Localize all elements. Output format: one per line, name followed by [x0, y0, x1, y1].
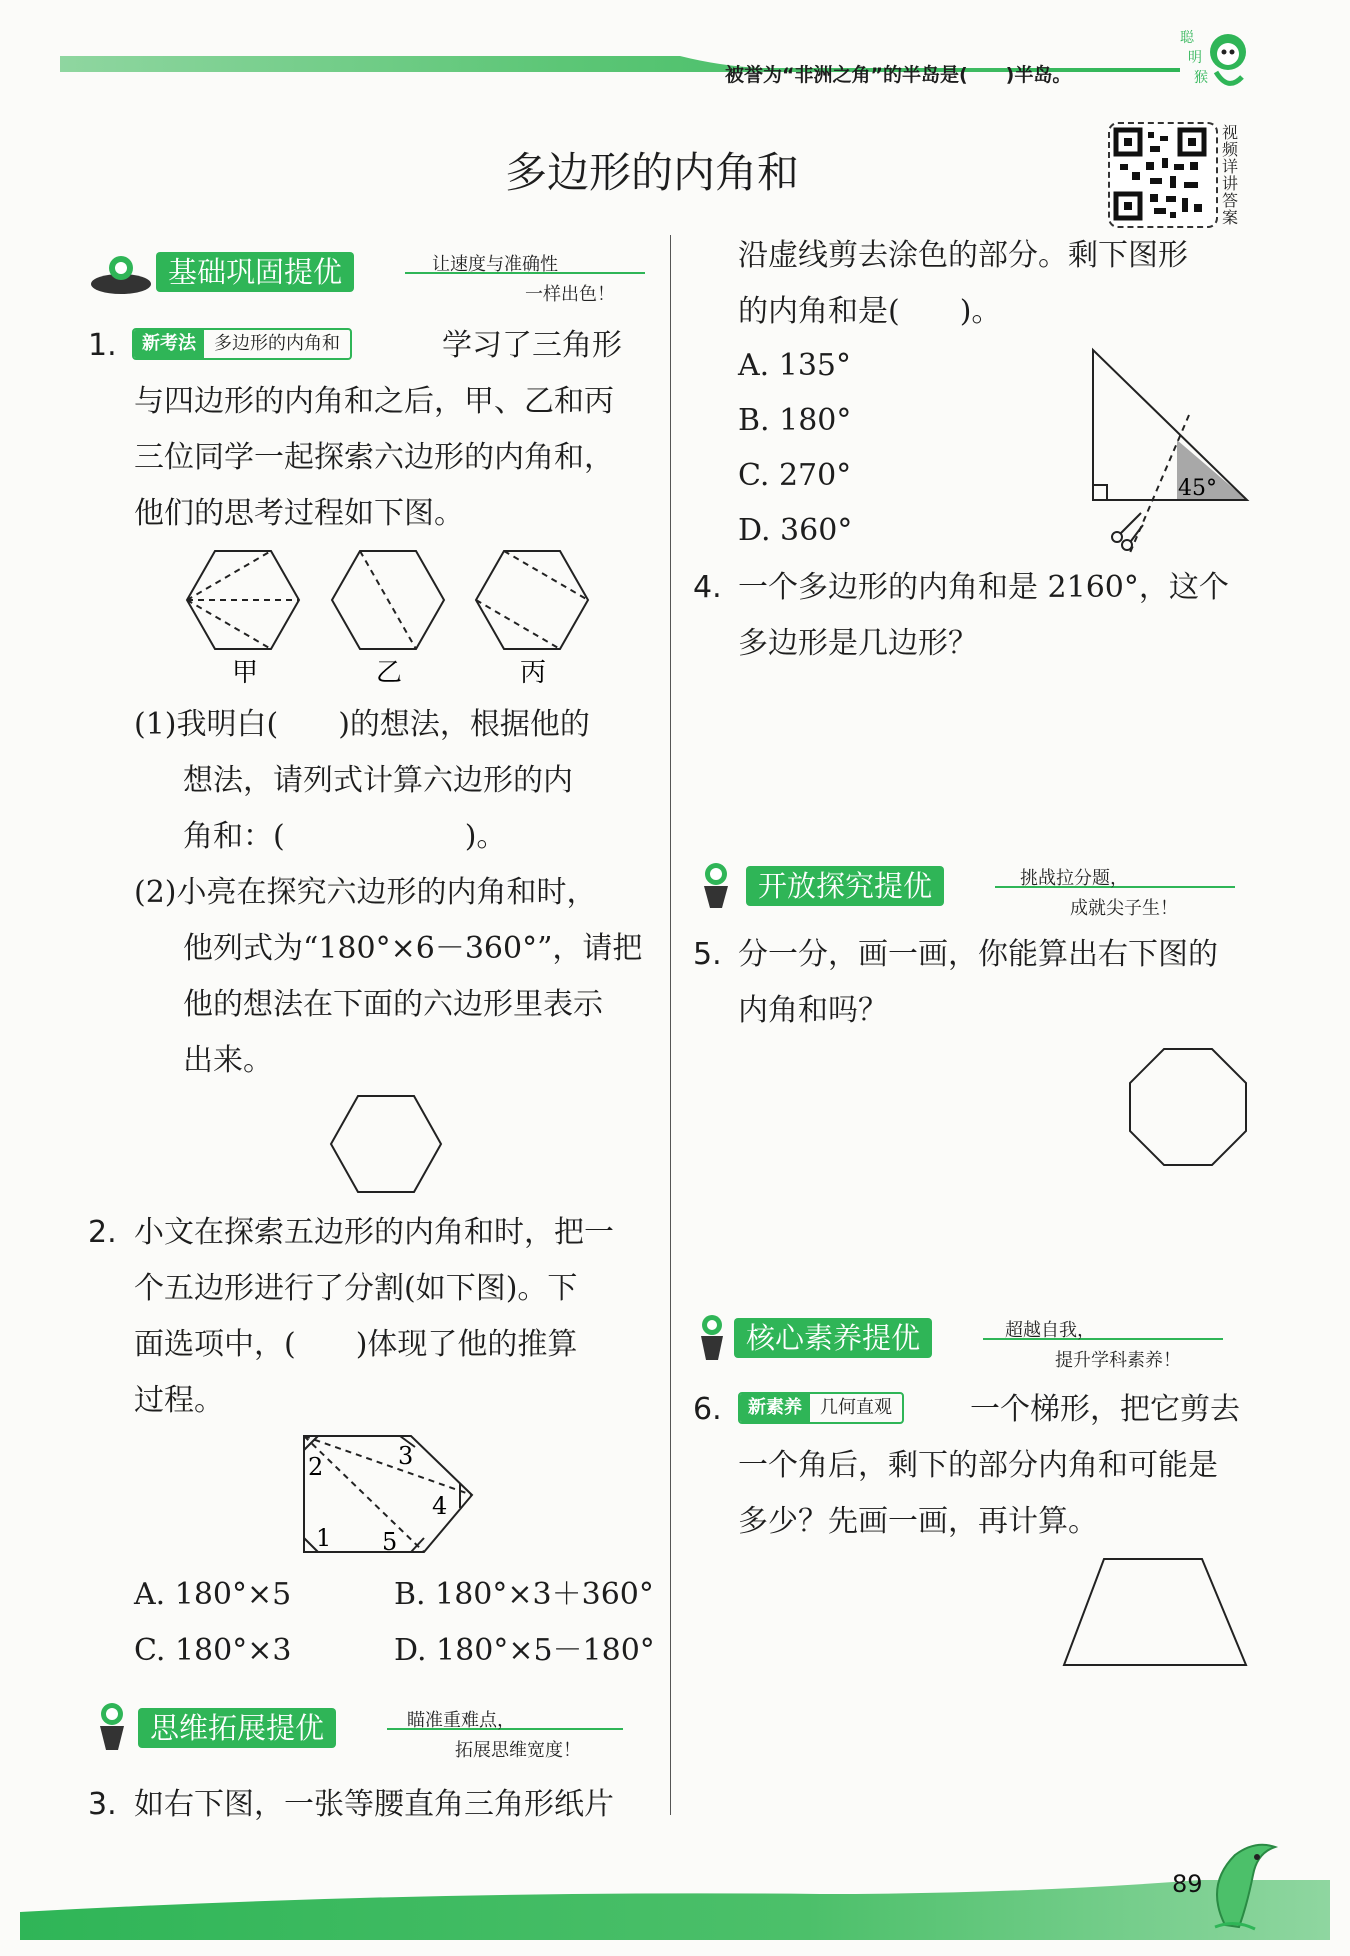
- mascot-text-2: 明: [1188, 50, 1202, 66]
- q6-trapezoid-figure[interactable]: [1060, 1555, 1250, 1670]
- q1-sub1-line-3: 角和：( )。: [183, 819, 507, 854]
- q1-sub1-line-2: 想法，请列式计算六边形的内: [183, 763, 573, 798]
- q2-option-a[interactable]: A. 180°×5: [134, 1577, 292, 1612]
- q3-number: 3.: [88, 1787, 117, 1822]
- page-title: 多边形的内角和: [505, 148, 800, 197]
- q2-option-d[interactable]: D. 180°×5－180°: [394, 1633, 655, 1668]
- section-hint-basic-1: 让速度与准确性: [432, 254, 558, 275]
- q1-tag-value: 多边形的内角和: [214, 333, 340, 354]
- q1-sub2-line-1: (2)小亮在探究六边形的内角和时，: [134, 875, 597, 910]
- mascot-text-1: 聪: [1180, 30, 1194, 46]
- q6-tag-key: 新素养: [740, 1394, 810, 1422]
- q5-octagon-figure[interactable]: [1126, 1045, 1250, 1169]
- q1-line-1: 学习了三角形: [442, 328, 622, 363]
- thinking-mascot-icon: [90, 1700, 136, 1756]
- section-hint-core-1: 超越自我，: [1005, 1320, 1095, 1341]
- q2-line-2: 个五边形进行了分割(如下图)。下: [134, 1271, 578, 1306]
- student-mascot-icon: [88, 250, 154, 302]
- section-hint-thinking-1: 瞄准重难点，: [407, 1710, 515, 1731]
- column-divider: [670, 235, 671, 1815]
- q4-line-1: 一个多边形的内角和是 2160°，这个: [738, 570, 1229, 605]
- q2-number: 2.: [88, 1215, 117, 1250]
- q5-line-2: 内角和吗？: [738, 993, 888, 1028]
- q1-line-4: 他们的思考过程如下图。: [134, 496, 464, 531]
- q4-line-2: 多边形是几边形？: [738, 626, 978, 661]
- section-hint-open-2: 成就尖子生！: [1070, 898, 1178, 919]
- footer-band: [20, 1860, 1330, 1940]
- pentagon-label-3: 3: [398, 1442, 414, 1470]
- q2-line-3: 面选项中，( )体现了他的推算: [134, 1327, 578, 1362]
- scissors-icon: [1112, 513, 1143, 550]
- dolphin-mascot-icon: [1195, 1835, 1285, 1939]
- section-title-open: 开放探究提优: [746, 866, 944, 906]
- pentagon-label-4: 4: [432, 1492, 448, 1520]
- label-bing: 丙: [520, 658, 547, 688]
- q3-option-c[interactable]: C. 270°: [738, 458, 852, 493]
- section-hint-open-1: 挑战拉分题，: [1020, 868, 1128, 889]
- q1-tag: [132, 328, 352, 360]
- q1-sub1-line-1: (1)我明白( )的想法，根据他的: [134, 707, 590, 742]
- q6-line-2: 一个角后，剩下的部分内角和可能是: [738, 1448, 1218, 1483]
- q3-triangle-figure: [1085, 345, 1255, 560]
- q1-number: 1.: [88, 328, 117, 363]
- q1-sub2-line-3: 他的想法在下面的六边形里表示: [183, 987, 603, 1022]
- section-hint-core-2: 提升学科素养！: [1055, 1350, 1181, 1371]
- q3-option-b[interactable]: B. 180°: [738, 403, 852, 438]
- q3-line-1: 如右下图，一张等腰直角三角形纸片: [134, 1787, 614, 1822]
- monkey-mascot-icon: [1180, 22, 1250, 101]
- pentagon-label-5: 5: [382, 1528, 398, 1556]
- q3-option-a[interactable]: A. 135°: [738, 348, 851, 383]
- q1-line-2: 与四边形的内角和之后，甲、乙和丙: [134, 384, 614, 419]
- q4-number: 4.: [693, 570, 722, 605]
- hexagon-bing: [476, 551, 588, 649]
- qr-label: 视频详讲答案: [1222, 123, 1239, 227]
- pentagon-label-2: 2: [308, 1453, 324, 1481]
- q6-line-3: 多少？先画一画，再计算。: [738, 1504, 1098, 1539]
- q1-sub2-line-4: 出来。: [183, 1043, 273, 1078]
- q2-pentagon-figure: [296, 1430, 486, 1560]
- pentagon-label-1: 1: [316, 1524, 332, 1552]
- q2-option-c[interactable]: C. 180°×3: [134, 1633, 292, 1668]
- q6-tag: [738, 1392, 904, 1424]
- qr-code-icon[interactable]: [1108, 122, 1218, 228]
- q3-line-2: 沿虚线剪去涂色的部分。剩下图形: [738, 238, 1188, 273]
- section-title-thinking: 思维拓展提优: [138, 1708, 336, 1748]
- q2-line-4: 过程。: [134, 1383, 224, 1418]
- q1-line-3: 三位同学一起探索六边形的内角和，: [134, 440, 614, 475]
- q6-tag-value: 几何直观: [820, 1397, 892, 1418]
- header-question: 被誉为“非洲之角”的半岛是( )半岛。: [725, 64, 1072, 86]
- label-yi: 乙: [376, 658, 403, 688]
- q1-hexagons-figure: [180, 545, 600, 695]
- q5-number: 5.: [693, 937, 722, 972]
- q3-line-3: 的内角和是( )。: [738, 294, 1002, 329]
- page-number: 89: [1172, 1870, 1203, 1898]
- section-hint-thinking-2: 拓展思维宽度！: [455, 1740, 581, 1761]
- q5-line-1: 分一分，画一画，你能算出右下图的: [738, 937, 1218, 972]
- open-mascot-icon: [692, 860, 740, 914]
- core-mascot-icon: [692, 1312, 732, 1366]
- q6-number: 6.: [693, 1392, 722, 1427]
- section-hint-basic-2: 一样出色！: [525, 284, 615, 305]
- section-title-basic: 基础巩固提优: [156, 252, 354, 292]
- section-title-core: 核心素养提优: [734, 1318, 932, 1358]
- q6-line-1: 一个梯形，把它剪去: [970, 1392, 1240, 1427]
- angle-label: 45°: [1178, 476, 1217, 501]
- label-jia: 甲: [232, 658, 259, 688]
- q1-answer-hexagon[interactable]: [328, 1092, 446, 1196]
- mascot-text-3: 猴: [1194, 70, 1208, 86]
- q2-line-1: 小文在探索五边形的内角和时，把一: [134, 1215, 614, 1250]
- q1-sub2-line-2: 他列式为“180°×6－360°”，请把: [183, 931, 643, 966]
- q1-tag-key: 新考法: [134, 330, 204, 358]
- q2-option-b[interactable]: B. 180°×3＋360°: [394, 1577, 654, 1612]
- q3-option-d[interactable]: D. 360°: [738, 513, 853, 548]
